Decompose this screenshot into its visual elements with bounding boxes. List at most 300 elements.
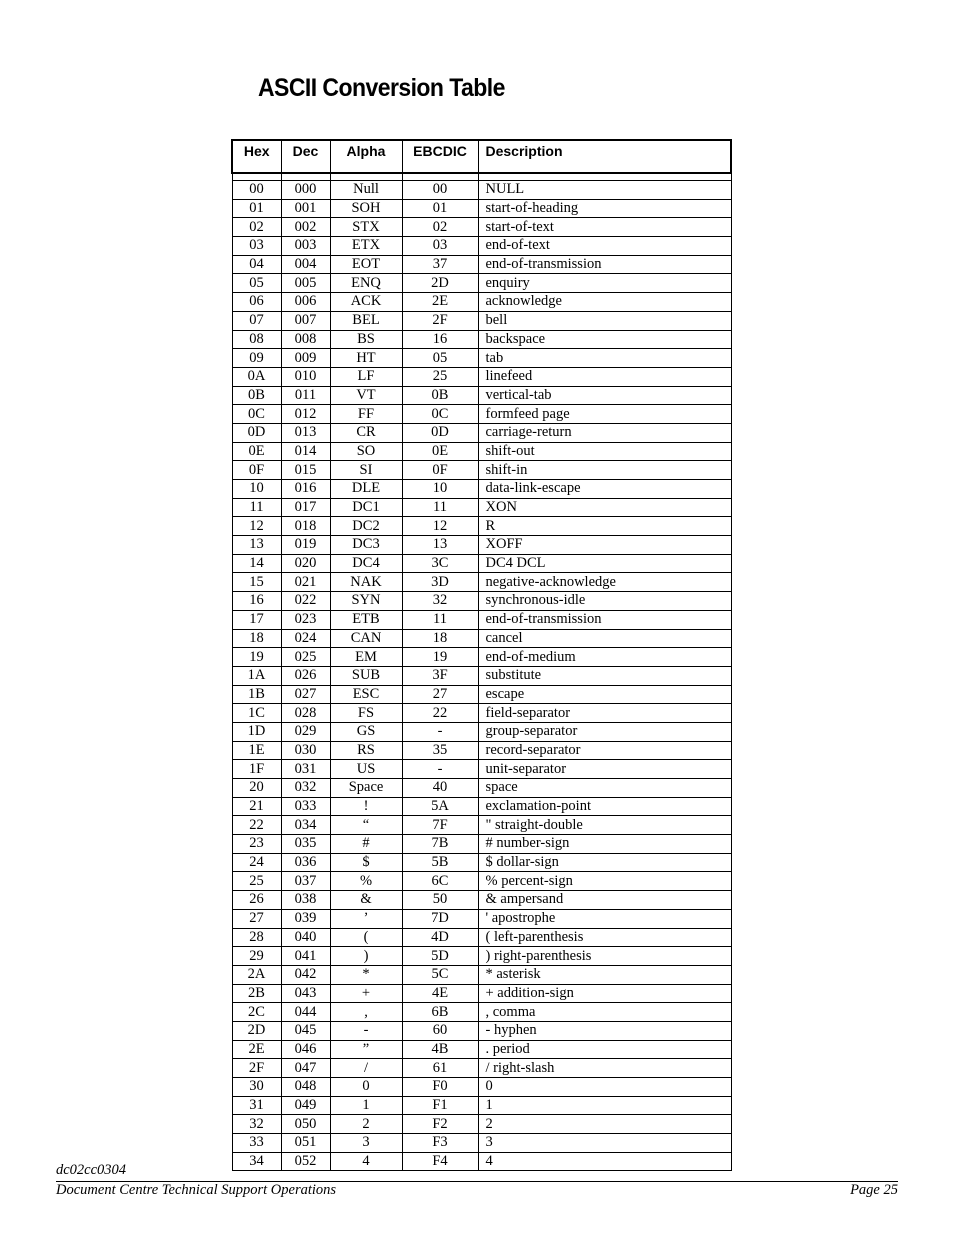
ebcdic-cell: 0E (402, 442, 478, 461)
dec-cell: 022 (281, 592, 330, 611)
description-cell: / right-slash (478, 1059, 731, 1078)
hex-cell: 10 (232, 480, 281, 499)
column-header-alpha: Alpha (330, 140, 402, 173)
alpha-cell: , (330, 1003, 402, 1022)
dec-cell: 002 (281, 218, 330, 237)
dec-cell: 051 (281, 1134, 330, 1153)
table-row (232, 685, 731, 704)
alpha-cell: ESC (330, 685, 402, 704)
ebcdic-cell: - (402, 722, 478, 741)
table-row (232, 909, 731, 928)
hex-cell: 23 (232, 835, 281, 854)
description-cell: backspace (478, 330, 731, 349)
hex-cell: 0F (232, 461, 281, 480)
table-row (232, 536, 731, 555)
dec-cell: 050 (281, 1115, 330, 1134)
hex-cell: 0B (232, 386, 281, 405)
description-cell: end-of-medium (478, 648, 731, 667)
ebcdic-cell: 13 (402, 536, 478, 555)
hex-cell: 08 (232, 330, 281, 349)
alpha-cell: EOT (330, 255, 402, 274)
hex-cell: 0A (232, 367, 281, 386)
alpha-cell: SYN (330, 592, 402, 611)
hex-cell: 03 (232, 237, 281, 256)
ebcdic-cell: 4E (402, 984, 478, 1003)
alpha-cell: # (330, 835, 402, 854)
footer-title: Document Centre Technical Support Operations (56, 1182, 337, 1198)
hex-cell: 17 (232, 610, 281, 629)
table-row (232, 1115, 731, 1134)
dec-cell: 023 (281, 610, 330, 629)
alpha-cell: ( (330, 928, 402, 947)
alpha-cell: CAN (330, 629, 402, 648)
table-row (232, 498, 731, 517)
hex-cell: 0C (232, 405, 281, 424)
ebcdic-cell: 5B (402, 853, 478, 872)
table-row (232, 274, 731, 293)
alpha-cell: / (330, 1059, 402, 1078)
alpha-cell: 3 (330, 1134, 402, 1153)
alpha-cell: ) (330, 947, 402, 966)
dec-cell: 017 (281, 498, 330, 517)
ascii-conversion-table (231, 139, 732, 1171)
alpha-cell: 0 (330, 1078, 402, 1097)
column-header-dec: Dec (281, 140, 330, 173)
table-row (232, 554, 731, 573)
ebcdic-cell: 0C (402, 405, 478, 424)
description-cell: enquiry (478, 274, 731, 293)
hex-cell: 2F (232, 1059, 281, 1078)
description-cell: synchronous-idle (478, 592, 731, 611)
table-row (232, 872, 731, 891)
ebcdic-cell: 7B (402, 835, 478, 854)
hex-cell: 05 (232, 274, 281, 293)
hex-cell: 16 (232, 592, 281, 611)
ebcdic-cell: 18 (402, 629, 478, 648)
ebcdic-cell: 12 (402, 517, 478, 536)
table-row (232, 1134, 731, 1153)
table-row (232, 704, 731, 723)
dec-cell: 046 (281, 1040, 330, 1059)
alpha-cell: * (330, 965, 402, 984)
hex-cell: 1F (232, 760, 281, 779)
hex-cell: 06 (232, 293, 281, 312)
description-cell: shift-in (478, 461, 731, 480)
alpha-cell: ACK (330, 293, 402, 312)
alpha-cell: 2 (330, 1115, 402, 1134)
dec-cell: 036 (281, 853, 330, 872)
table-row (232, 573, 731, 592)
table-row (232, 760, 731, 779)
description-cell: end-of-transmission (478, 610, 731, 629)
ebcdic-cell: 37 (402, 255, 478, 274)
dec-cell: 042 (281, 965, 330, 984)
alpha-cell: 1 (330, 1096, 402, 1115)
hex-cell: 26 (232, 891, 281, 910)
table-row (232, 891, 731, 910)
ebcdic-cell: 19 (402, 648, 478, 667)
ebcdic-cell: 61 (402, 1059, 478, 1078)
hex-cell: 21 (232, 797, 281, 816)
table-row (232, 349, 731, 368)
alpha-cell: SUB (330, 666, 402, 685)
alpha-cell: SOH (330, 199, 402, 218)
description-cell: tab (478, 349, 731, 368)
table-row (232, 1078, 731, 1097)
dec-cell: 029 (281, 722, 330, 741)
description-cell: acknowledge (478, 293, 731, 312)
description-cell: formfeed page (478, 405, 731, 424)
table-row (232, 928, 731, 947)
hex-cell: 1D (232, 722, 281, 741)
ebcdic-cell: 40 (402, 779, 478, 798)
ebcdic-cell: 35 (402, 741, 478, 760)
alpha-cell: DC1 (330, 498, 402, 517)
alpha-cell: DLE (330, 480, 402, 499)
dec-cell: 035 (281, 835, 330, 854)
description-cell: DC4 DCL (478, 554, 731, 573)
alpha-cell: FS (330, 704, 402, 723)
table-row (232, 218, 731, 237)
description-cell: negative-acknowledge (478, 573, 731, 592)
alpha-cell: % (330, 872, 402, 891)
description-cell: group-separator (478, 722, 731, 741)
description-cell: . period (478, 1040, 731, 1059)
hex-cell: 29 (232, 947, 281, 966)
table-row (232, 442, 731, 461)
ebcdic-cell: 5A (402, 797, 478, 816)
description-cell: 4 (478, 1152, 731, 1171)
hex-cell: 31 (232, 1096, 281, 1115)
dec-cell: 034 (281, 816, 330, 835)
ebcdic-cell: 7F (402, 816, 478, 835)
dec-cell: 043 (281, 984, 330, 1003)
table-row (232, 816, 731, 835)
description-cell: start-of-text (478, 218, 731, 237)
description-cell: XOFF (478, 536, 731, 555)
dec-cell: 001 (281, 199, 330, 218)
description-cell: shift-out (478, 442, 731, 461)
hex-cell: 0D (232, 423, 281, 442)
dec-cell: 011 (281, 386, 330, 405)
table-row (232, 199, 731, 218)
hex-cell: 14 (232, 554, 281, 573)
alpha-cell: GS (330, 722, 402, 741)
ebcdic-cell: 16 (402, 330, 478, 349)
ebcdic-cell: 03 (402, 237, 478, 256)
dec-cell: 000 (281, 181, 330, 200)
hex-cell: 2C (232, 1003, 281, 1022)
dec-cell: 032 (281, 779, 330, 798)
table-row (232, 1059, 731, 1078)
alpha-cell: Space (330, 779, 402, 798)
ebcdic-cell: F0 (402, 1078, 478, 1097)
description-cell: * asterisk (478, 965, 731, 984)
ebcdic-cell: F3 (402, 1134, 478, 1153)
ebcdic-cell: 2F (402, 311, 478, 330)
hex-cell: 30 (232, 1078, 281, 1097)
dec-cell: 025 (281, 648, 330, 667)
alpha-cell: FF (330, 405, 402, 424)
table-row (232, 965, 731, 984)
alpha-cell: BEL (330, 311, 402, 330)
description-cell: end-of-transmission (478, 255, 731, 274)
dec-cell: 052 (281, 1152, 330, 1171)
dec-cell: 008 (281, 330, 330, 349)
alpha-cell: SI (330, 461, 402, 480)
table-row (232, 405, 731, 424)
ebcdic-cell: 27 (402, 685, 478, 704)
hex-cell: 22 (232, 816, 281, 835)
description-cell: % percent-sign (478, 872, 731, 891)
description-cell: cancel (478, 629, 731, 648)
table-row (232, 517, 731, 536)
ebcdic-cell: F1 (402, 1096, 478, 1115)
hex-cell: 07 (232, 311, 281, 330)
description-cell: 0 (478, 1078, 731, 1097)
description-cell: 2 (478, 1115, 731, 1134)
dec-cell: 012 (281, 405, 330, 424)
description-cell: ) right-parenthesis (478, 947, 731, 966)
alpha-cell: Null (330, 181, 402, 200)
table-row (232, 311, 731, 330)
dec-cell: 030 (281, 741, 330, 760)
dec-cell: 009 (281, 349, 330, 368)
ebcdic-cell: 00 (402, 181, 478, 200)
ebcdic-cell: 0F (402, 461, 478, 480)
hex-cell: 24 (232, 853, 281, 872)
alpha-cell: DC3 (330, 536, 402, 555)
description-cell: ' apostrophe (478, 909, 731, 928)
description-cell: ( left-parenthesis (478, 928, 731, 947)
ebcdic-cell: 25 (402, 367, 478, 386)
dec-cell: 028 (281, 704, 330, 723)
ebcdic-cell: 32 (402, 592, 478, 611)
description-cell: vertical-tab (478, 386, 731, 405)
alpha-cell: US (330, 760, 402, 779)
hex-cell: 02 (232, 218, 281, 237)
hex-cell: 2B (232, 984, 281, 1003)
table-row (232, 1003, 731, 1022)
alpha-cell: ’ (330, 909, 402, 928)
dec-cell: 024 (281, 629, 330, 648)
description-cell: escape (478, 685, 731, 704)
table-row (232, 461, 731, 480)
dec-cell: 003 (281, 237, 330, 256)
description-cell: $ dollar-sign (478, 853, 731, 872)
column-header-hex: Hex (232, 140, 281, 173)
table-row (232, 386, 731, 405)
table-row (232, 330, 731, 349)
alpha-cell: DC2 (330, 517, 402, 536)
ebcdic-cell: 4B (402, 1040, 478, 1059)
alpha-cell: ! (330, 797, 402, 816)
table-row (232, 1096, 731, 1115)
hex-cell: 28 (232, 928, 281, 947)
hex-cell: 32 (232, 1115, 281, 1134)
dec-cell: 015 (281, 461, 330, 480)
hex-cell: 0E (232, 442, 281, 461)
ebcdic-cell: 6B (402, 1003, 478, 1022)
hex-cell: 1C (232, 704, 281, 723)
alpha-cell: BS (330, 330, 402, 349)
table-row (232, 367, 731, 386)
ebcdic-cell: 3C (402, 554, 478, 573)
hex-cell: 13 (232, 536, 281, 555)
description-cell: + addition-sign (478, 984, 731, 1003)
table-row (232, 237, 731, 256)
alpha-cell: VT (330, 386, 402, 405)
table-row (232, 797, 731, 816)
dec-cell: 040 (281, 928, 330, 947)
table-row (232, 293, 731, 312)
description-cell: 1 (478, 1096, 731, 1115)
hex-cell: 2D (232, 1021, 281, 1040)
ebcdic-cell: 0B (402, 386, 478, 405)
alpha-cell: & (330, 891, 402, 910)
description-cell: data-link-escape (478, 480, 731, 499)
alpha-cell: STX (330, 218, 402, 237)
hex-cell: 11 (232, 498, 281, 517)
table-row (232, 947, 731, 966)
description-cell: - hyphen (478, 1021, 731, 1040)
description-cell: , comma (478, 1003, 731, 1022)
dec-cell: 031 (281, 760, 330, 779)
description-cell: carriage-return (478, 423, 731, 442)
table-row (232, 480, 731, 499)
dec-cell: 004 (281, 255, 330, 274)
dec-cell: 044 (281, 1003, 330, 1022)
table-row (232, 779, 731, 798)
alpha-cell: RS (330, 741, 402, 760)
table-row (232, 423, 731, 442)
hex-cell: 34 (232, 1152, 281, 1171)
alpha-cell: ETX (330, 237, 402, 256)
alpha-cell: EM (330, 648, 402, 667)
ebcdic-cell: 2D (402, 274, 478, 293)
header-gap (232, 173, 731, 181)
ebcdic-cell: 11 (402, 498, 478, 517)
hex-cell: 1A (232, 666, 281, 685)
page-title: ASCII Conversion Table (258, 74, 505, 102)
hex-cell: 09 (232, 349, 281, 368)
ebcdic-cell: 10 (402, 480, 478, 499)
hex-cell: 18 (232, 629, 281, 648)
hex-cell: 2E (232, 1040, 281, 1059)
alpha-cell: DC4 (330, 554, 402, 573)
dec-cell: 037 (281, 872, 330, 891)
description-cell: 3 (478, 1134, 731, 1153)
dec-cell: 048 (281, 1078, 330, 1097)
description-cell: " straight-double (478, 816, 731, 835)
hex-cell: 1E (232, 741, 281, 760)
ebcdic-cell: - (402, 760, 478, 779)
description-cell: exclamation-point (478, 797, 731, 816)
dec-cell: 026 (281, 666, 330, 685)
dec-cell: 020 (281, 554, 330, 573)
table-row (232, 1152, 731, 1171)
table-row (232, 181, 731, 200)
ebcdic-cell: 4D (402, 928, 478, 947)
table-row (232, 629, 731, 648)
description-cell: end-of-text (478, 237, 731, 256)
alpha-cell: LF (330, 367, 402, 386)
description-cell: linefeed (478, 367, 731, 386)
hex-cell: 15 (232, 573, 281, 592)
table-row (232, 1040, 731, 1059)
column-header-description: Description (478, 140, 731, 173)
page-number: Page 25 (850, 1182, 898, 1198)
description-cell: R (478, 517, 731, 536)
ebcdic-cell: F4 (402, 1152, 478, 1171)
hex-cell: 27 (232, 909, 281, 928)
description-cell: # number-sign (478, 835, 731, 854)
dec-cell: 033 (281, 797, 330, 816)
dec-cell: 039 (281, 909, 330, 928)
table-row (232, 722, 731, 741)
alpha-cell: HT (330, 349, 402, 368)
ebcdic-cell: 3D (402, 573, 478, 592)
dec-cell: 021 (281, 573, 330, 592)
dec-cell: 018 (281, 517, 330, 536)
dec-cell: 014 (281, 442, 330, 461)
description-cell: field-separator (478, 704, 731, 723)
dec-cell: 038 (281, 891, 330, 910)
alpha-cell: $ (330, 853, 402, 872)
alpha-cell: 4 (330, 1152, 402, 1171)
alpha-cell: - (330, 1021, 402, 1040)
table-row (232, 835, 731, 854)
table-row (232, 1021, 731, 1040)
ebcdic-cell: 60 (402, 1021, 478, 1040)
dec-cell: 019 (281, 536, 330, 555)
dec-cell: 005 (281, 274, 330, 293)
ebcdic-cell: 22 (402, 704, 478, 723)
document-code: dc02cc0304 (56, 1162, 127, 1178)
column-header-ebcdic: EBCDIC (402, 140, 478, 173)
hex-cell: 12 (232, 517, 281, 536)
ebcdic-cell: 11 (402, 610, 478, 629)
hex-cell: 01 (232, 199, 281, 218)
ebcdic-cell: 0D (402, 423, 478, 442)
description-cell: XON (478, 498, 731, 517)
hex-cell: 33 (232, 1134, 281, 1153)
alpha-cell: ENQ (330, 274, 402, 293)
dec-cell: 007 (281, 311, 330, 330)
description-cell: substitute (478, 666, 731, 685)
alpha-cell: CR (330, 423, 402, 442)
dec-cell: 013 (281, 423, 330, 442)
ebcdic-cell: 2E (402, 293, 478, 312)
hex-cell: 25 (232, 872, 281, 891)
alpha-cell: “ (330, 816, 402, 835)
description-cell: bell (478, 311, 731, 330)
dec-cell: 049 (281, 1096, 330, 1115)
description-cell: unit-separator (478, 760, 731, 779)
ebcdic-cell: 01 (402, 199, 478, 218)
dec-cell: 045 (281, 1021, 330, 1040)
ebcdic-cell: F2 (402, 1115, 478, 1134)
table-row (232, 984, 731, 1003)
table-row (232, 853, 731, 872)
table-row (232, 741, 731, 760)
description-cell: space (478, 779, 731, 798)
description-cell: start-of-heading (478, 199, 731, 218)
hex-cell: 19 (232, 648, 281, 667)
ebcdic-cell: 6C (402, 872, 478, 891)
alpha-cell: NAK (330, 573, 402, 592)
table-header-row (232, 140, 731, 173)
